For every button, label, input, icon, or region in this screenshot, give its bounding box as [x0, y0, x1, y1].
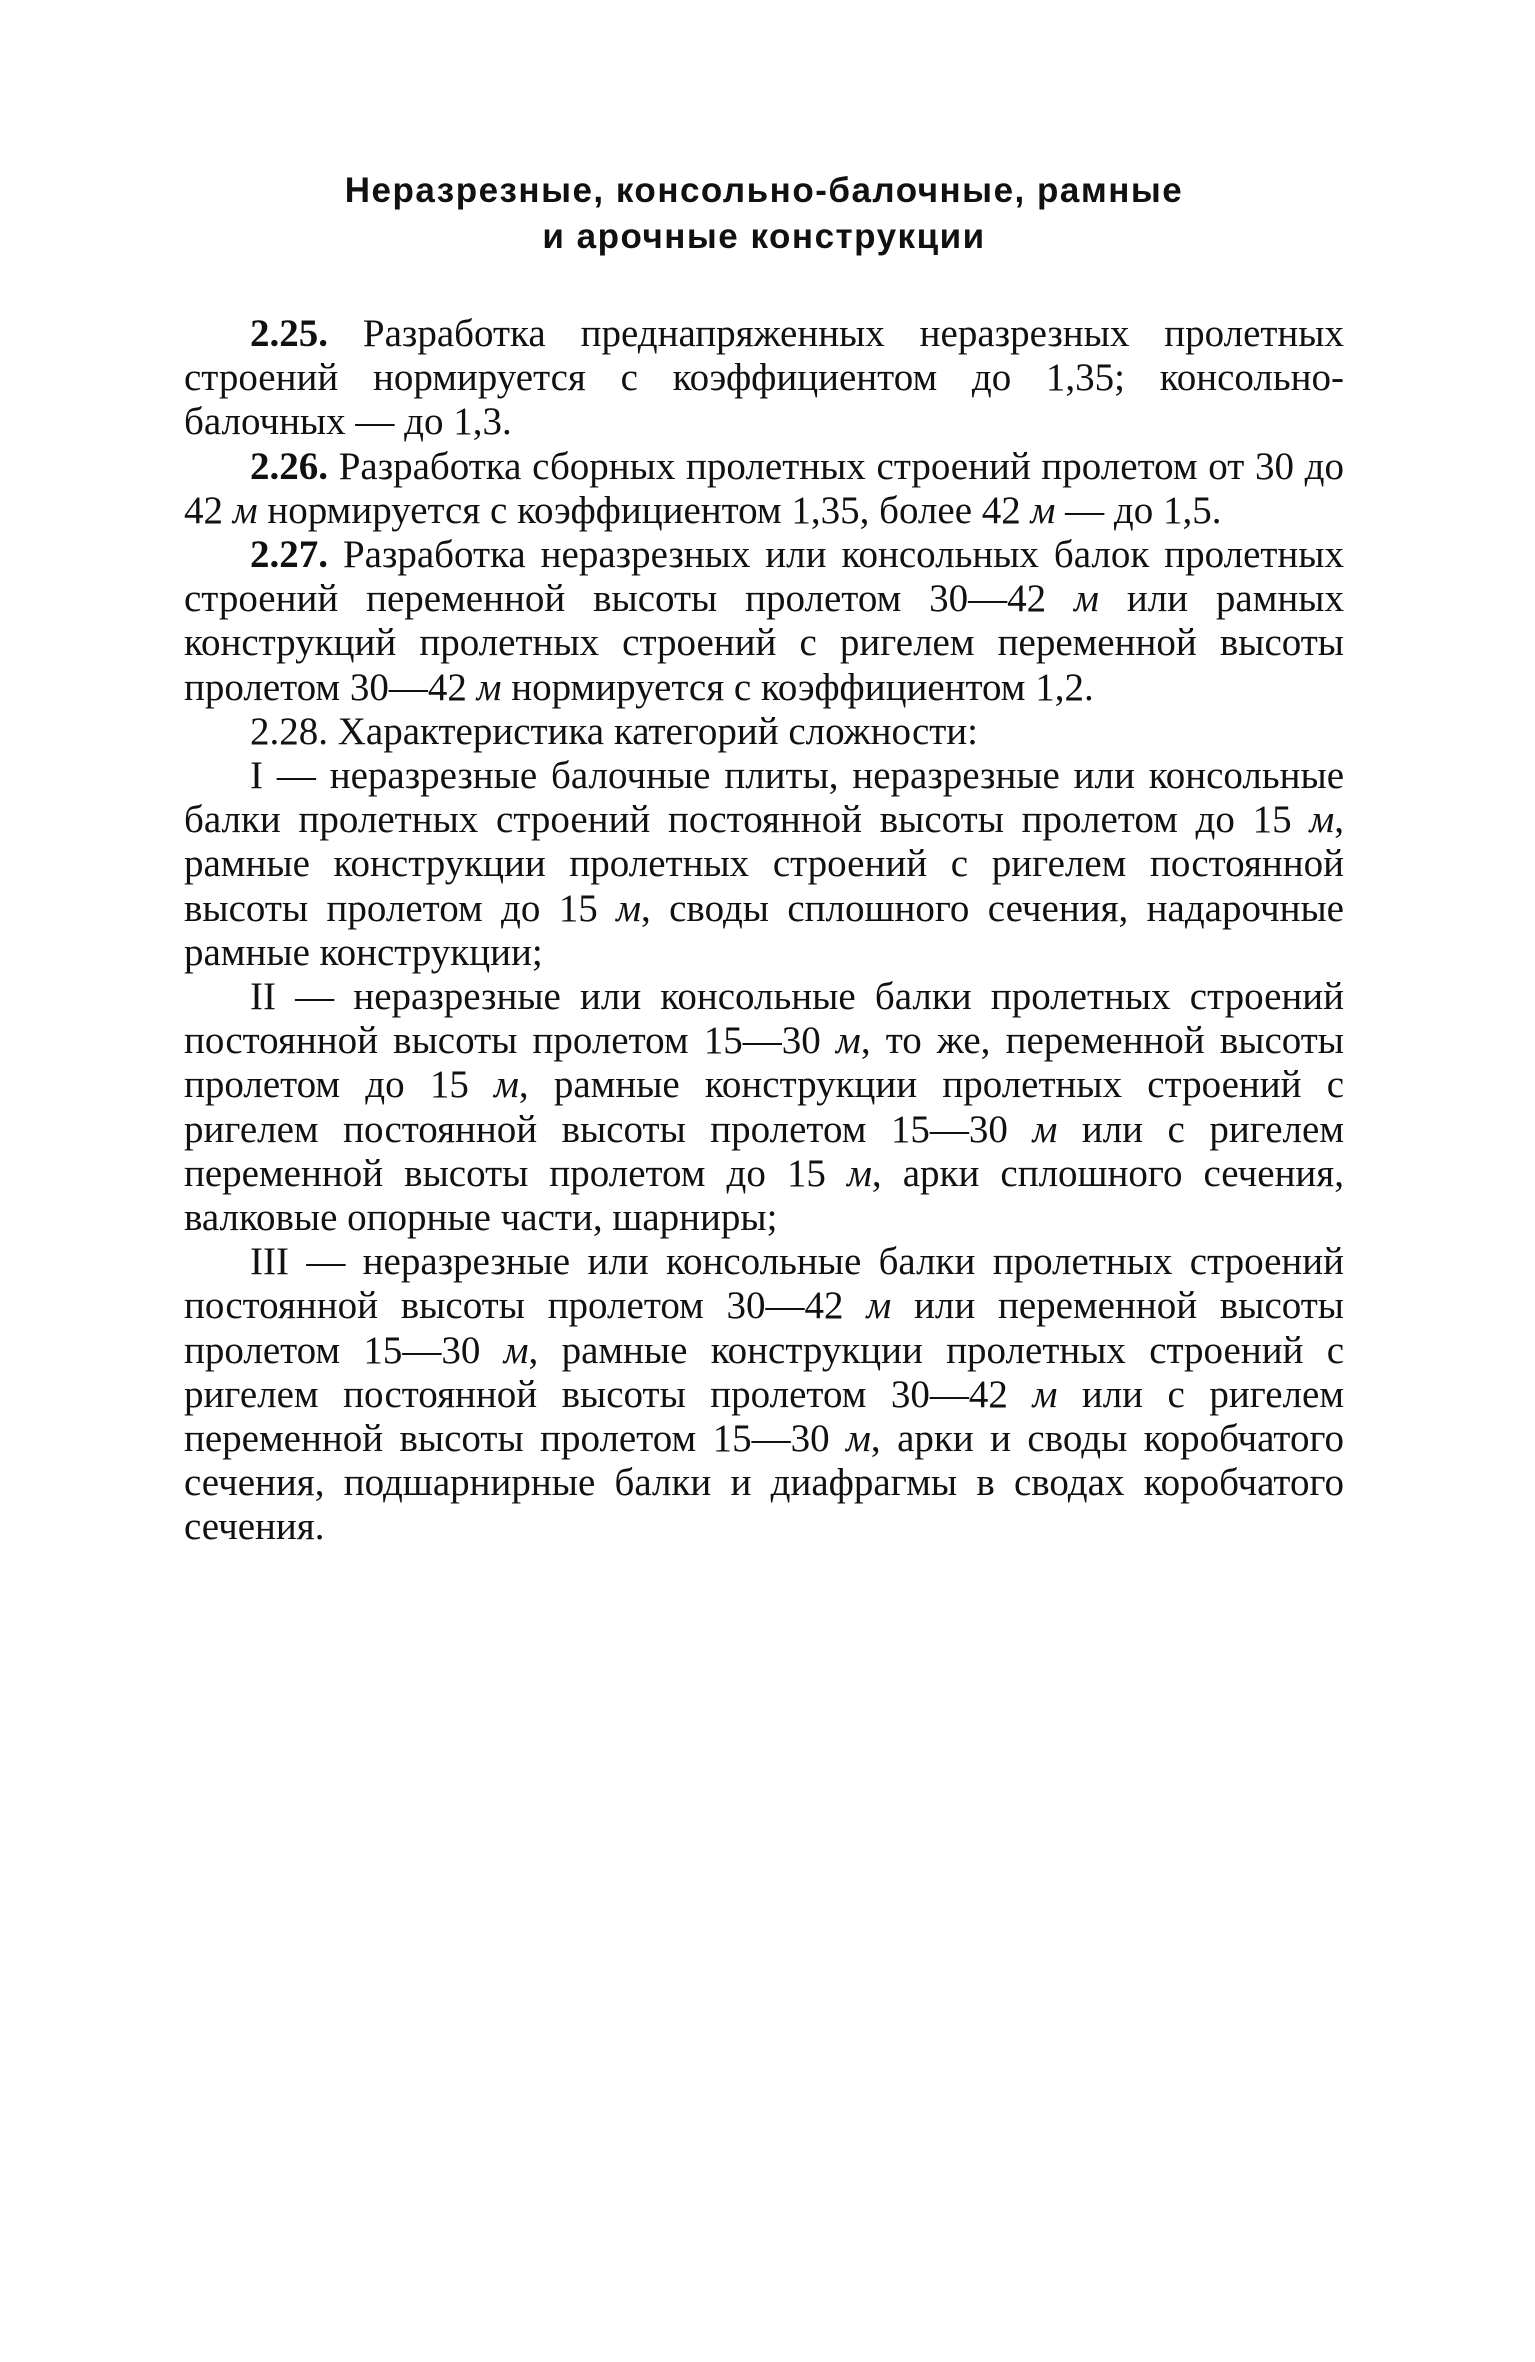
category-label: II: [250, 975, 276, 1019]
paragraph-2-25: [184, 312, 1344, 445]
unit-metre: м: [835, 1019, 861, 1063]
category-label: I: [250, 754, 263, 798]
document-page: [184, 168, 1344, 1550]
unit-metre: м: [1030, 488, 1056, 532]
paragraph-text: Характеристика категорий сложности:: [337, 709, 979, 753]
paragraph-text: Разработка сборных пролетных строений пролетом от 30 до 42 м нормируется с коэффициентом 1,35, более 42 м — до 1,5.: [184, 444, 1344, 532]
unit-metre: м: [476, 665, 502, 709]
heading-line-1: Неразрезные, консольно-балочные, рамные: [344, 171, 1184, 210]
category-label: III: [250, 1240, 289, 1284]
unit-metre: м: [494, 1063, 519, 1107]
paragraph-text: Разработка преднапряженных неразрезных пролетных строений нормируется с коэффициентом до 1,35; консольно-балочных — до 1,3.: [184, 312, 1345, 444]
paragraph-2-27: [184, 533, 1344, 710]
section-heading: [184, 168, 1344, 260]
heading-line-2: и арочные конструкции: [542, 217, 986, 256]
paragraph-number: 2.26.: [250, 444, 328, 488]
category-III: [184, 1240, 1344, 1549]
unit-metre: м: [1309, 798, 1335, 842]
category-text: — неразрезные или консольные балки пролетных строений постоянной высоты пролетом 15—30 м, то же, переменной высоты пролетом до 15 м, рамные конструкции пролетных строений с ригелем постоянной высоты пролетом 15—30 м или с ригелем переменной высоты пролетом до 15 м, арки сплошного сечения, валковые опорные части, шарниры;: [184, 975, 1345, 1240]
category-II: [184, 975, 1344, 1240]
paragraph-2-28: [184, 710, 1344, 754]
unit-metre: м: [1032, 1107, 1058, 1151]
category-text: — неразрезные балочные плиты, неразрезные или консольные балки пролетных строений постоянной высоты пролетом до 15 м, рамные конструкции пролетных строений с ригелем постоянной высоты пролетом до 15 м, своды сплошного сечения, надарочные рамные конструкции;: [184, 754, 1345, 974]
unit-metre: м: [503, 1328, 529, 1372]
unit-metre: м: [846, 1417, 871, 1461]
unit-metre: м: [616, 886, 641, 930]
paragraph-number: 2.28.: [250, 709, 328, 753]
paragraph-2-26: [184, 445, 1344, 533]
unit-metre: м: [232, 488, 258, 532]
category-I: [184, 754, 1344, 975]
unit-metre: м: [866, 1284, 892, 1328]
unit-metre: м: [1074, 577, 1099, 621]
paragraph-text: Разработка неразрезных или консольных балок пролетных строений переменной высоты пролетом 30—42 м или рамных конструкций пролетных строений с ригелем переменной высоты пролетом 30—42 м нормируется с коэффициентом 1,2.: [184, 533, 1345, 709]
category-text: — неразрезные или консольные балки пролетных строений постоянной высоты пролетом 30—42 м или переменной высоты пролетом 15—30 м, рамные конструкции пролетных строений с ригелем постоянной высоты пролетом 30—42 м или с ригелем переменной высоты пролетом 15—30 м, арки и своды коробчатого сечения, подшарнирные балки и диафрагмы в сводах коробчатого сечения.: [184, 1240, 1345, 1549]
unit-metre: м: [1032, 1372, 1058, 1416]
body-text: [184, 312, 1344, 1550]
paragraph-number: 2.25.: [250, 312, 328, 355]
unit-metre: м: [847, 1151, 872, 1195]
paragraph-number: 2.27.: [250, 533, 328, 577]
